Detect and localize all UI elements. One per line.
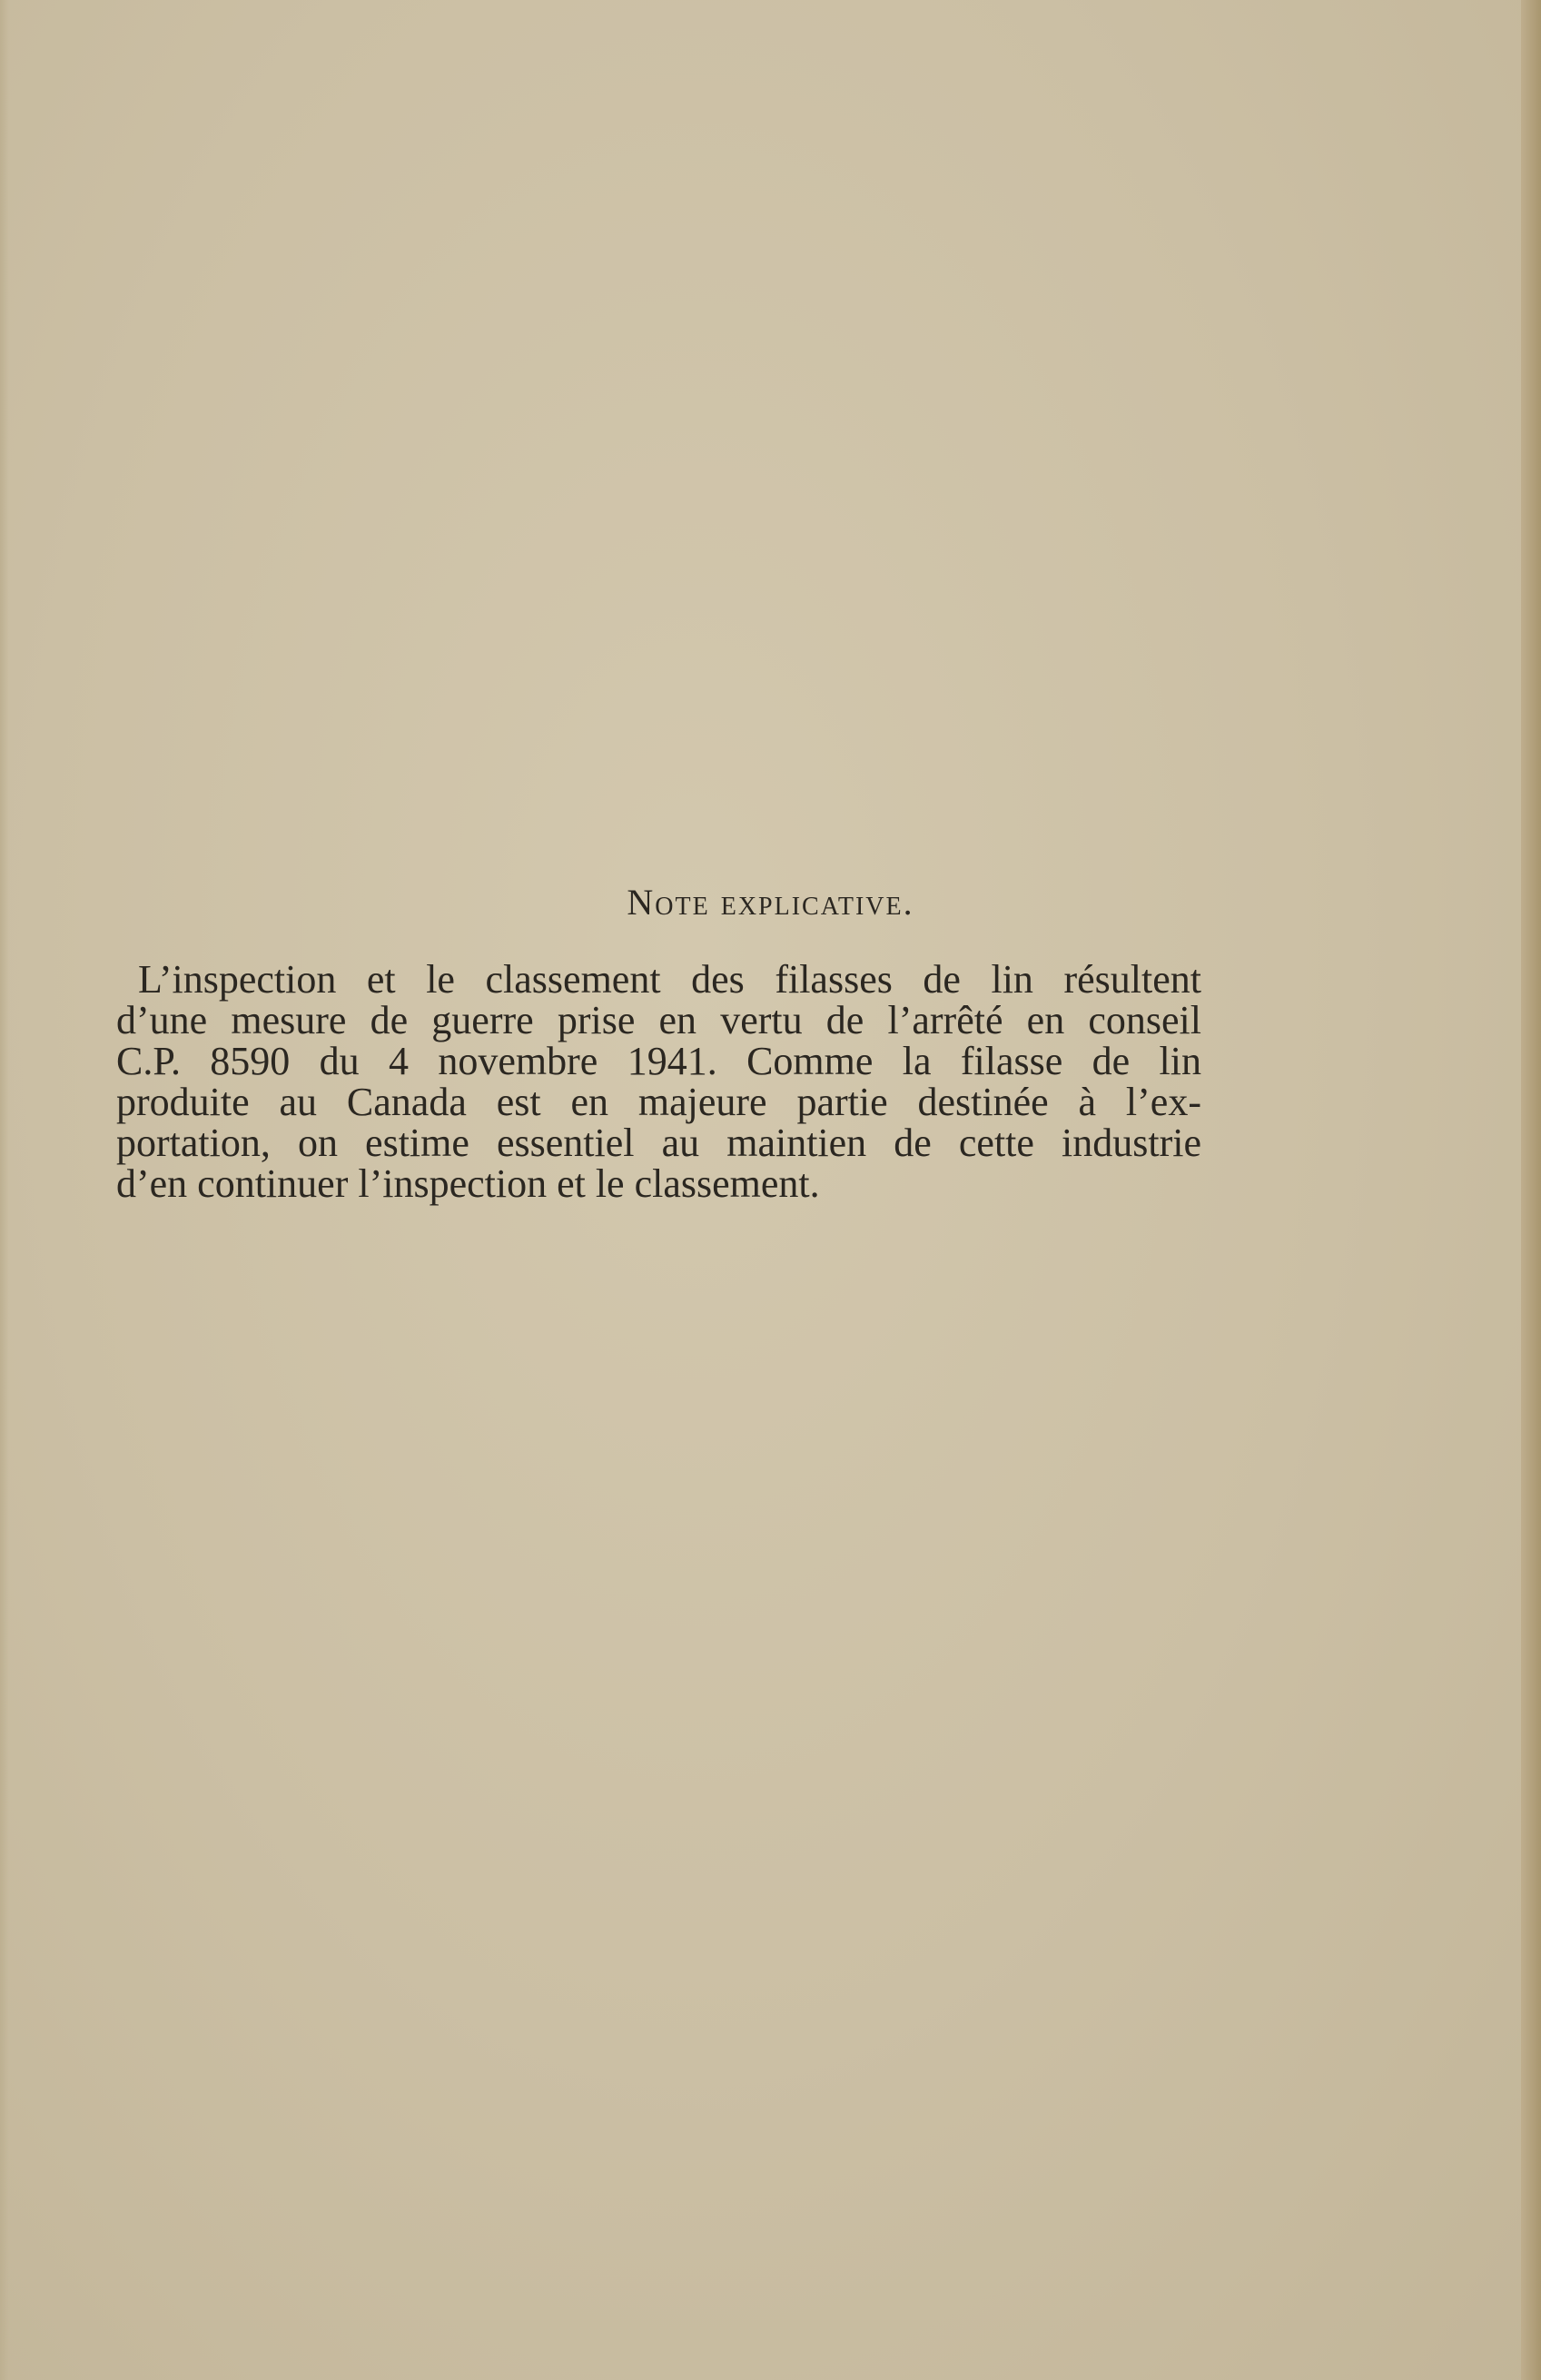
page-left-edge [0, 0, 9, 2380]
note-line-5: portation, on estime essentiel au maintien de cette industrie [116, 1121, 1201, 1165]
note-line-3: C.P. 8590 du 4 novembre 1941. Comme la filasse de lin [116, 1039, 1201, 1083]
note-line-2: d’une mesure de guerre prise en vertu de l’arrêté en conseil [116, 998, 1201, 1042]
note-title-text: Note explicative. [627, 882, 914, 923]
page-right-edge [1521, 0, 1541, 2380]
note-line-1: L’inspection et le classement des filasses de lin résultent [138, 957, 1201, 1002]
note-title [0, 881, 1541, 923]
note-line-4: produite au Canada est en majeure partie destinée à l’ex- [116, 1080, 1201, 1124]
note-body [116, 959, 1201, 1204]
note-line-6: d’en continuer l’inspection et le classement. [116, 1161, 820, 1206]
